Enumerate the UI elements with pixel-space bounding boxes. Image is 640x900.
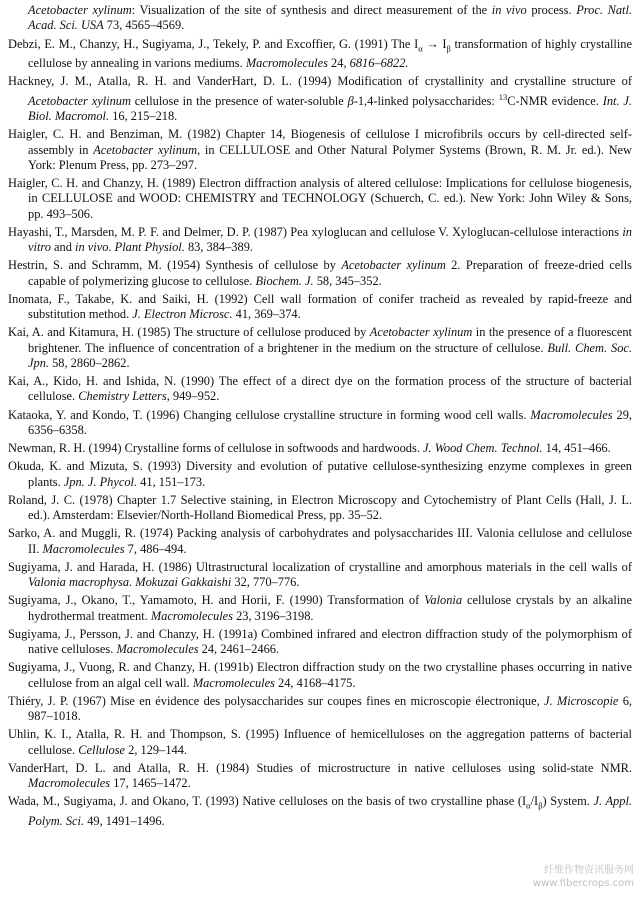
reference-text: → I [422, 36, 447, 51]
reference-text: Haigler, C. H. and Chanzy, H. (1989) Electron diffraction analysis of altered cellulose: Implications for cellulose biogenesis, in CELLULOSE and WOOD: CHEMISTRY and TECHNOLOGY (Schuerch, C. ed.). New York: John Wiley & Sons, pp. 493–506. [8, 176, 632, 221]
reference-text: Inomata, F., Takabe, K. and Saiki, H. (1992) Cell wall formation of conifer tracheid as revealed by rapid-freeze and substitution method. [8, 291, 632, 322]
reference-text: Wada, M., Sugiyama, J. and Okano, T. (1993) Native celluloses on the basis of two crystalline phase (I [8, 794, 527, 809]
reference-entry [8, 593, 632, 624]
reference-text: Sarko, A. and Muggli, R. (1974) Packing analysis of carbohydrates and polysaccharides III. Valonia cellulose and cellulose II. [8, 526, 632, 556]
reference-text: 41, 151–173. [137, 474, 206, 489]
reference-entry [8, 761, 632, 792]
reference-text: : Visualization of the site of synthesis and direct measurement of the [131, 3, 492, 17]
reference-italic-text: Chemistry Letters [78, 389, 167, 404]
reference-italic-text: J. Appl. Polym. Sci. [28, 794, 632, 829]
reference-italic-text: Plant Physiol. [114, 240, 185, 255]
reference-italic-text: Int. J. Biol. Macromol. [28, 93, 632, 124]
reference-italic-text: Acetobacter xylinum [28, 3, 132, 17]
reference-italic-text: Acetobacter xylinum [28, 93, 131, 108]
reference-text: 58, 345–352. [313, 273, 382, 288]
reference-list [8, 3, 632, 829]
reference-italic-text: J. Electron Microsc. [132, 307, 233, 322]
reference-italic-text: J. Wood Chem. Technol. [423, 441, 543, 456]
reference-subscript: α [526, 800, 531, 811]
reference-entry [8, 74, 632, 124]
reference-entry [8, 258, 632, 289]
reference-text: ) System. [542, 794, 594, 809]
reference-italic-text: Jpn. J. Phycol. [63, 474, 138, 489]
reference-text: 24, 4168–4175. [274, 675, 356, 690]
reference-superscript: 13 [498, 91, 508, 102]
reference-text: 49, 1491–1496. [84, 814, 165, 829]
reference-italic-text: Macromolecules [530, 407, 613, 422]
reference-entry [8, 3, 632, 34]
reference-italic-text: Valonia macrophysa. Mokuzai Gakkaishi [28, 575, 232, 590]
reference-text: cellulose crystals by an alkaline hydrothermal treatment. [28, 593, 633, 623]
reference-text: in the presence of a fluorescent brightener. The influence of concentration of a brightener in the medium on the structure of cellulose. [28, 325, 632, 355]
reference-italic-text: Biochem. J. [255, 273, 314, 288]
reference-text: Debzi, E. M., Chanzy, H., Sugiyama, J., Tekely, P. and Excoffier, G. (1991) The I [8, 36, 419, 51]
reference-italic-text: Valonia [424, 593, 463, 608]
reference-italic-text: in vitro [28, 224, 632, 255]
reference-italic-text: β [347, 93, 354, 108]
reference-text: and [50, 240, 76, 255]
reference-text: , in CELLULOSE and Other Natural Polymer Systems (Brown, R. M. Jr. ed.). New York: Plenum Press, pp. 273–297. [28, 142, 632, 172]
reference-text: /I [530, 794, 539, 809]
reference-text: transformation of highly crystalline cellulose by annealing in varions mediums. [28, 36, 632, 71]
reference-italic-text: Macromolecules [42, 541, 125, 556]
reference-text: Haigler, C. H. and Benziman, M. (1982) Chapter 14, Biogenesis of cellulose I microfibrils occurs by cell-directed self-assembly in [8, 127, 632, 157]
reference-italic-text: Macromolecules [245, 56, 328, 71]
reference-text: 32, 770–776. [231, 575, 300, 590]
reference-text: 24, 2461–2466. [198, 642, 280, 657]
reference-text: Hayashi, T., Marsden, M. P. F. and Delmer, D. P. (1987) Pea xyloglucan and cellulose V. Xyloglucan-cellulose interactions [8, 224, 623, 239]
reference-entry [8, 127, 632, 173]
reference-italic-text: Macromolecules [192, 675, 275, 690]
reference-subscript: β [538, 800, 543, 811]
reference-text: C-NMR evidence. [507, 93, 603, 108]
reference-entry [8, 627, 632, 658]
reference-entry [8, 694, 632, 725]
reference-text: 24, [327, 56, 350, 71]
reference-text: Kai, A. and Kitamura, H. (1985) The structure of cellulose produced by [8, 325, 370, 340]
reference-text: Hackney, J. M., Atalla, R. H. and VanderHart, D. L. (1994) Modification of crystallinity and crystalline structure of [8, 74, 632, 89]
reference-text: VanderHart, D. L. and Atalla, R. H. (1984) Studies of microstructure in native celluloses using solid-state NMR. [8, 760, 632, 775]
reference-text: 14, 451–466. [542, 441, 611, 456]
reference-entry [8, 292, 632, 323]
reference-text: -1,4-linked polysaccharides: [353, 93, 499, 108]
reference-entry [8, 660, 632, 691]
reference-text: . [108, 240, 115, 255]
reference-italic-text: Macromolecules [150, 608, 233, 623]
watermark-site-name: 纤维作物资讯服务网 [544, 865, 634, 876]
reference-text: 7, 486–494. [124, 541, 187, 556]
reference-italic-text: in vivo [75, 240, 109, 255]
reference-text: Sugiyama, J., Persson, J. and Chanzy, H. (1991a) Combined infrared and electron diffraction study of the polymorphism of native celluloses. [8, 626, 632, 657]
reference-subscript: β [446, 42, 451, 53]
reference-text: 23, 3196–3198. [232, 608, 314, 623]
reference-entry [8, 325, 632, 371]
reference-italic-text: in vivo [491, 3, 527, 17]
reference-text: 2, 129–144. [125, 742, 187, 757]
reference-italic-text: Macromolecules [28, 776, 111, 791]
reference-text: 29, 6356–6358. [28, 407, 632, 437]
reference-text: 2. Preparation of freeze-dried cells capable of polymerizing glucose to cellulose. [28, 258, 632, 288]
reference-text: 73, 4565–4569. [103, 18, 185, 33]
reference-text: cellulose in the presence of water-soluble [130, 93, 348, 108]
reference-subscript: α [418, 42, 423, 53]
reference-text: Kai, A., Kido, H. and Ishida, N. (1990) The effect of a direct dye on the formation process of the structure of bacterial cellulose. [8, 374, 632, 404]
reference-text: , 949–952. [166, 389, 220, 404]
site-watermark [533, 864, 634, 890]
reference-italic-text: J. Microscopie [544, 693, 619, 708]
reference-text: 58, 2860–2862. [49, 355, 130, 370]
reference-text: Sugiyama, J., Vuong, R. and Chanzy, H. (1991b) Electron diffraction study on the two crystalline phases occurring in native cellulose from an algal cell wall. [8, 660, 632, 690]
reference-text: Okuda, K. and Mizuta, S. (1993) Diversity and evolution of putative cellulose-synthesizing enzyme complexes in green plants. [8, 459, 632, 489]
reference-italic-text: Acetobacter xylinum [341, 258, 446, 273]
reference-entry [8, 727, 632, 758]
reference-text: 16, 215–218. [109, 109, 178, 124]
reference-text: Kataoka, Y. and Kondo, T. (1996) Changing cellulose crystalline structure in forming wood cell walls. [8, 407, 531, 422]
reference-entry [8, 794, 632, 829]
reference-entry [8, 37, 632, 72]
reference-text: process. [526, 3, 577, 17]
reference-text: Thiéry, J. P. (1967) Mise en évidence des polysaccharides sur coupes fines en microscopie électronique, [8, 693, 544, 708]
reference-text: 17, 1465–1472. [110, 776, 191, 791]
reference-italic-text: Proc. Natl. Acad. Sci. USA [28, 3, 633, 33]
reference-text: Newman, R. H. (1994) Crystalline forms of cellulose in softwoods and hardwoods. [8, 441, 424, 456]
reference-italic-text: Macromolecules [116, 642, 199, 657]
reference-text: Roland, J. C. (1978) Chapter 1.7 Selective staining, in Electron Microscopy and Cytochemistry of Plant Cells (Hall, J. L. ed.). Amsterdam: Elsevier/North-Holland Biomedical Press, pp. 35–52. [8, 492, 632, 523]
reference-entry [8, 459, 632, 490]
reference-text: 83, 384–389. [184, 240, 253, 255]
reference-italic-text: 6816–6822. [349, 56, 409, 71]
reference-text: Hestrin, S. and Schramm, M. (1954) Synthesis of cellulose by [8, 258, 342, 273]
watermark-url: www.fibercrops.com [532, 878, 634, 889]
reference-italic-text: Bull. Chem. Soc. Jpn. [28, 340, 632, 370]
reference-entry [8, 374, 632, 405]
reference-entry [8, 493, 632, 524]
reference-entry [8, 441, 632, 456]
reference-italic-text: Cellulose [78, 742, 126, 757]
reference-text: Uhlin, K. I., Atalla, R. H. and Thompson, S. (1995) Influence of hemicelluloses on the aggregation patterns of bacterial cellulose. [8, 727, 632, 757]
reference-text: Sugiyama, J. and Harada, H. (1986) Ultrastructural localization of crystalline and amorphous materials in the cell walls of [8, 559, 632, 574]
reference-entry [8, 176, 632, 222]
reference-entry [8, 560, 632, 591]
reference-entry [8, 225, 632, 256]
reference-text: 41, 369–374. [232, 307, 301, 322]
reference-entry [8, 408, 632, 439]
reference-italic-text: Acetobacter xylinum [93, 142, 198, 157]
reference-italic-text: Acetobacter xylinum [369, 325, 473, 340]
reference-text: 6, 987–1018. [28, 693, 632, 724]
reference-entry [8, 526, 632, 557]
reference-text: Sugiyama, J., Okano, T., Yamamoto, H. and Horii, F. (1990) Transformation of [8, 593, 425, 608]
